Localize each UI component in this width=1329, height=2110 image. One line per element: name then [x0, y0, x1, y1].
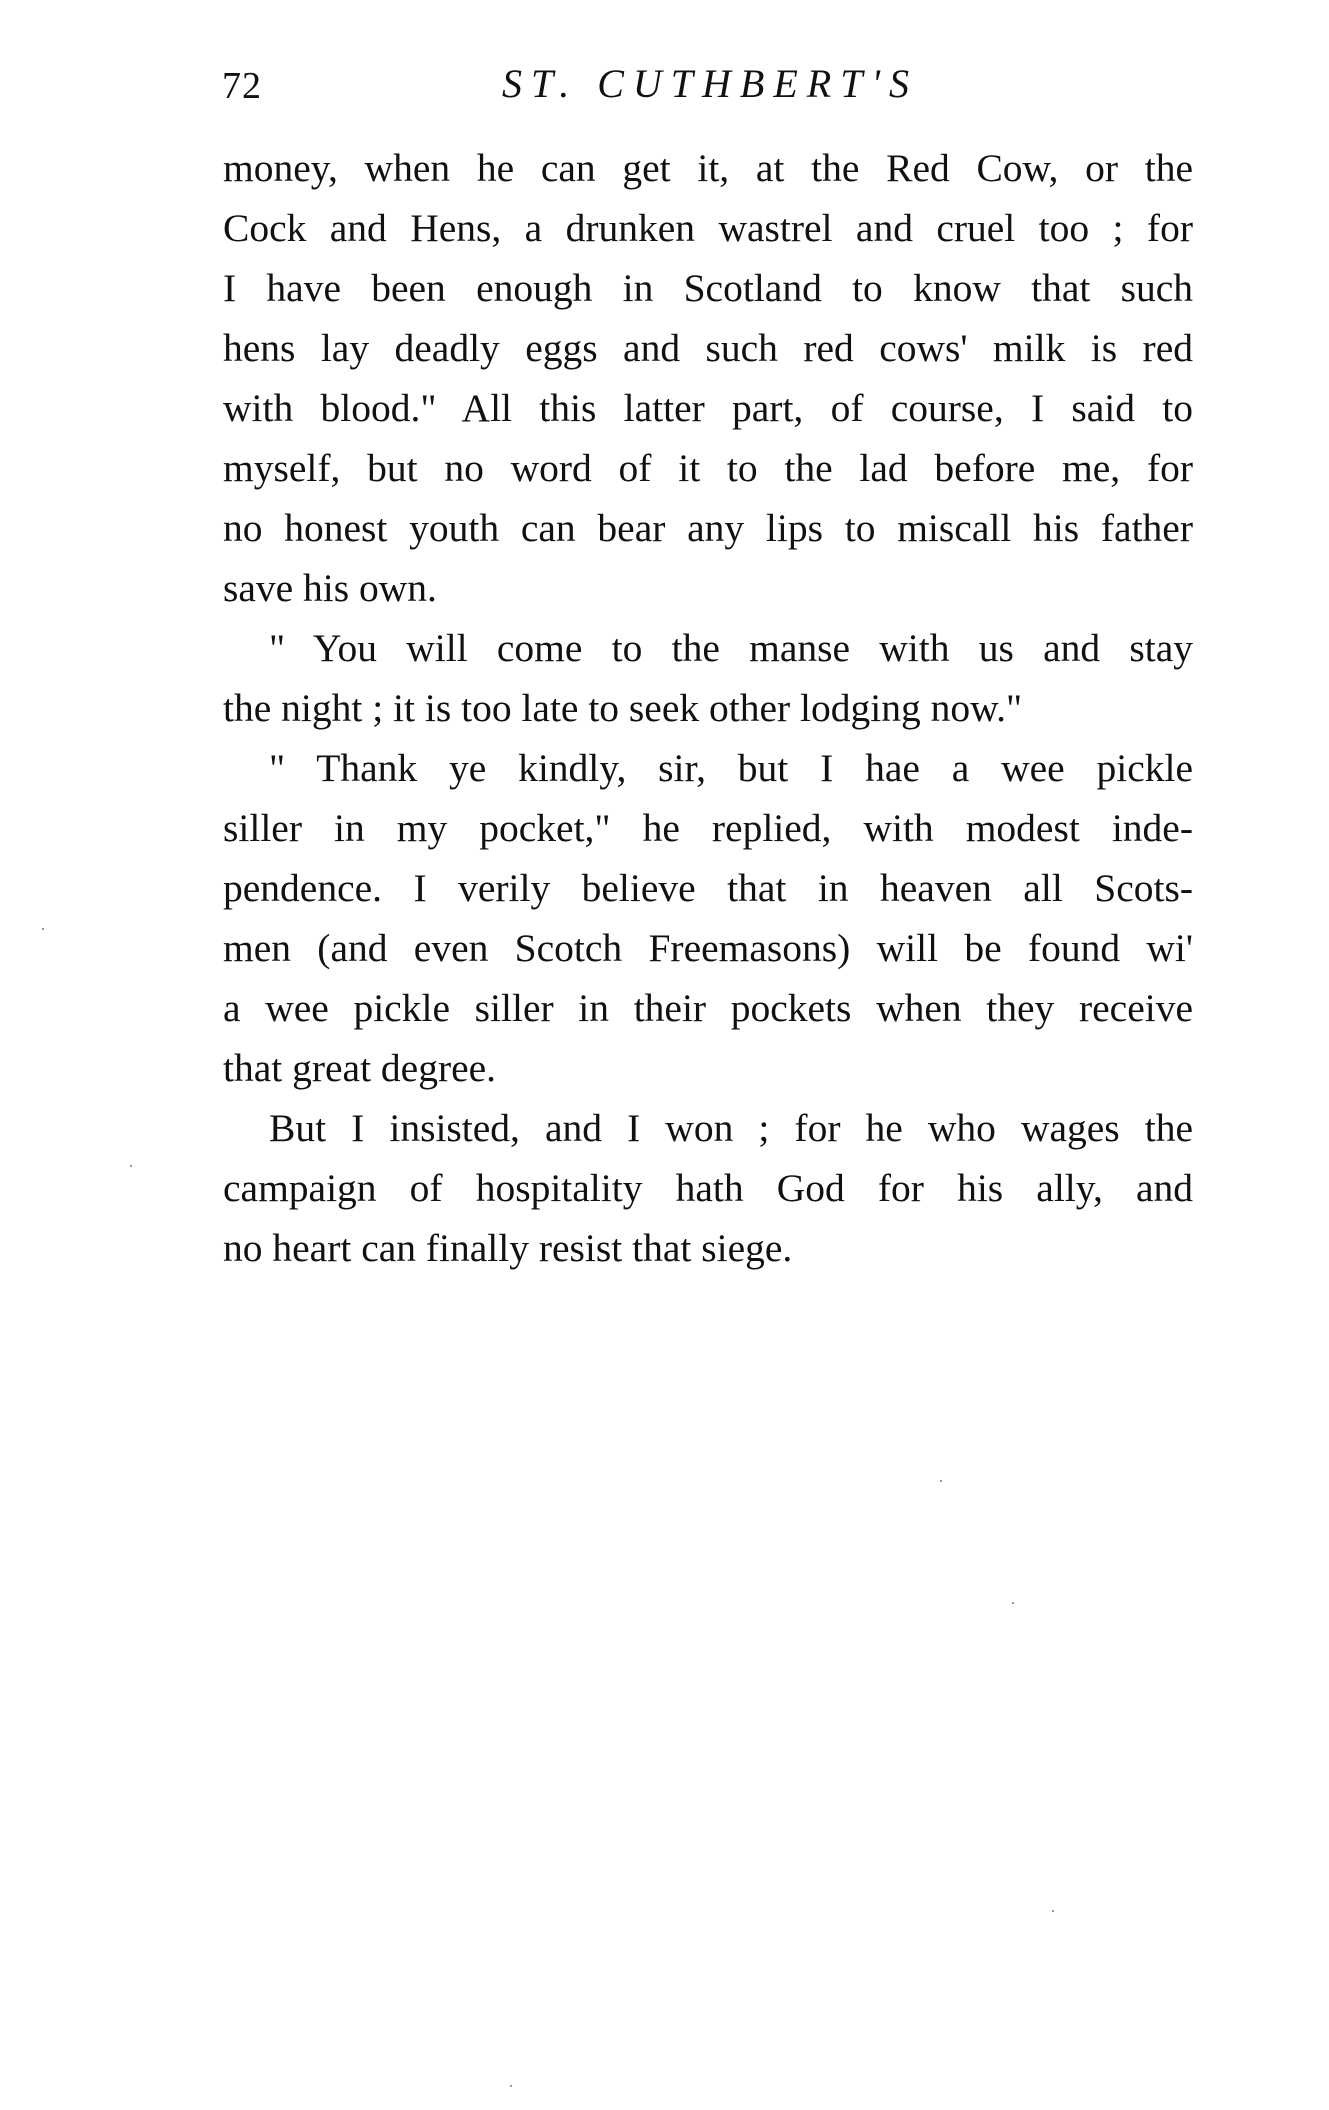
body-text — [223, 138, 1193, 1278]
text-line: with blood." All this latter part, of course, I said to — [223, 386, 1193, 430]
scan-speck — [940, 1480, 942, 1482]
text-line: But I insisted, and I won ; for he who wages the — [269, 1106, 1193, 1150]
text-line: I have been enough in Scotland to know that such — [223, 266, 1193, 310]
page-number: 72 — [222, 65, 262, 107]
text-line: " You will come to the manse with us and stay — [269, 626, 1193, 670]
text-line: the night ; it is too late to seek other lodging now." — [223, 686, 1023, 730]
page-header — [221, 60, 1193, 108]
text-line: hens lay deadly eggs and such red cows' milk is red — [223, 326, 1193, 370]
text-line: pendence. I verily believe that in heaven all Scots- — [223, 866, 1193, 910]
text-line: Cock and Hens, a drunken wastrel and cruel too ; for — [223, 206, 1193, 250]
text-line: no honest youth can bear any lips to miscall his father — [223, 506, 1193, 550]
text-line: that great degree. — [223, 1046, 497, 1090]
text-line: myself, but no word of it to the lad before me, for — [223, 446, 1193, 490]
running-title: ST. CUTHBERT'S — [501, 61, 919, 106]
text-line: campaign of hospitality hath God for his ally, and — [223, 1166, 1193, 1210]
scan-speck — [42, 928, 44, 930]
text-line: siller in my pocket," he replied, with modest inde- — [223, 806, 1193, 850]
scan-speck — [1052, 1910, 1054, 1912]
text-line: men (and even Scotch Freemasons) will be found wi' — [223, 926, 1193, 970]
scan-speck — [1012, 1602, 1014, 1604]
text-line: save his own. — [223, 566, 437, 610]
text-line: " Thank ye kindly, sir, but I hae a wee pickle — [269, 746, 1193, 790]
text-line: money, when he can get it, at the Red Cow, or the — [223, 146, 1193, 190]
text-line: a wee pickle siller in their pockets when they receive — [223, 986, 1193, 1030]
text-line: no heart can finally resist that siege. — [223, 1226, 793, 1270]
scan-speck — [510, 2085, 512, 2087]
scan-speck — [130, 1165, 132, 1167]
